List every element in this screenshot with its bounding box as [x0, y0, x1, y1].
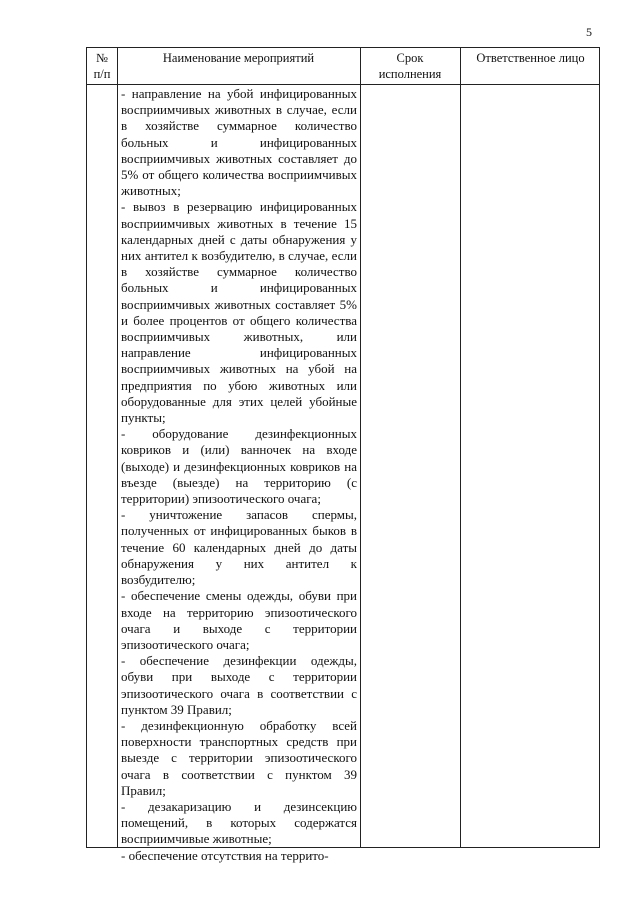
column-divider — [117, 48, 118, 847]
measure-item: - дезинфекционную обработку всей поверхности транспортных средств при выезде с территории эпизоотического очага в соответствии с пунктом 39 Правил; — [121, 717, 357, 798]
column-divider — [360, 48, 361, 847]
measure-item: - дезакаризацию и дезинсекцию помещений, в которых содержатся восприимчивые животные; — [121, 798, 357, 847]
column-divider — [460, 48, 461, 847]
measure-item: - вывоз в резервацию инфицированных восприимчивых животных в течение 15 календарных дней с даты обнаружения у них антител к возбудителю, в случае, если в хозяйстве суммарное количество больных и инфицированных восприимчивых животных составляет 5% и более процентов от общего количества восприимчивых животных, или направление инфицированных восприимчивых животных на убой на предприятия по убою животных или оборудованные для этих целей убойные пункты; — [121, 199, 357, 426]
measures-cell — [121, 86, 357, 864]
measure-item: - направление на убой инфицированных восприимчивых животных в случае, если в хозяйстве суммарное количество больных и инфицированных восприимчивых животных составляет до 5% от общего количества восприимчивых животных; — [121, 86, 357, 199]
header-number-abbr: п/п — [93, 67, 111, 81]
measure-item: - обеспечение смены одежды, обуви при входе на территорию эпизоотического очага и выходе с территории эпизоотического очага; — [121, 588, 357, 652]
measure-item: - обеспечение дезинфекции одежды, обуви при выходе с территории эпизоотического очага в соответствии с пунктом 39 Правил; — [121, 653, 357, 717]
header-term-line1: Срок — [396, 51, 424, 65]
header-term-column — [360, 48, 460, 84]
header-responsible-label: Ответственное лицо — [476, 51, 585, 65]
page-number: 5 — [586, 25, 592, 39]
header-divider — [87, 84, 599, 85]
header-responsible-column — [460, 48, 601, 84]
header-number-column — [87, 48, 117, 84]
measure-item: - оборудование дезинфекционных ковриков и (или) ванночек на входе (выходе) и дезинфекционных ковриков на въезде (выезде) на территорию (с территории) эпизоотического очага; — [121, 426, 357, 507]
header-term-line2: исполнения — [378, 67, 442, 81]
header-name-column — [117, 48, 360, 84]
measure-item: - уничтожение запасов спермы, полученных от инфицированных быков в течение 60 календарных дней до даты обнаружения у них антител к возбудителю; — [121, 507, 357, 588]
measure-item: - обеспечение отсутствия на террито- — [121, 847, 329, 863]
measures-table — [86, 47, 600, 863]
header-number-symbol: № — [96, 51, 108, 65]
header-name-label: Наименование мероприятий — [162, 51, 315, 65]
